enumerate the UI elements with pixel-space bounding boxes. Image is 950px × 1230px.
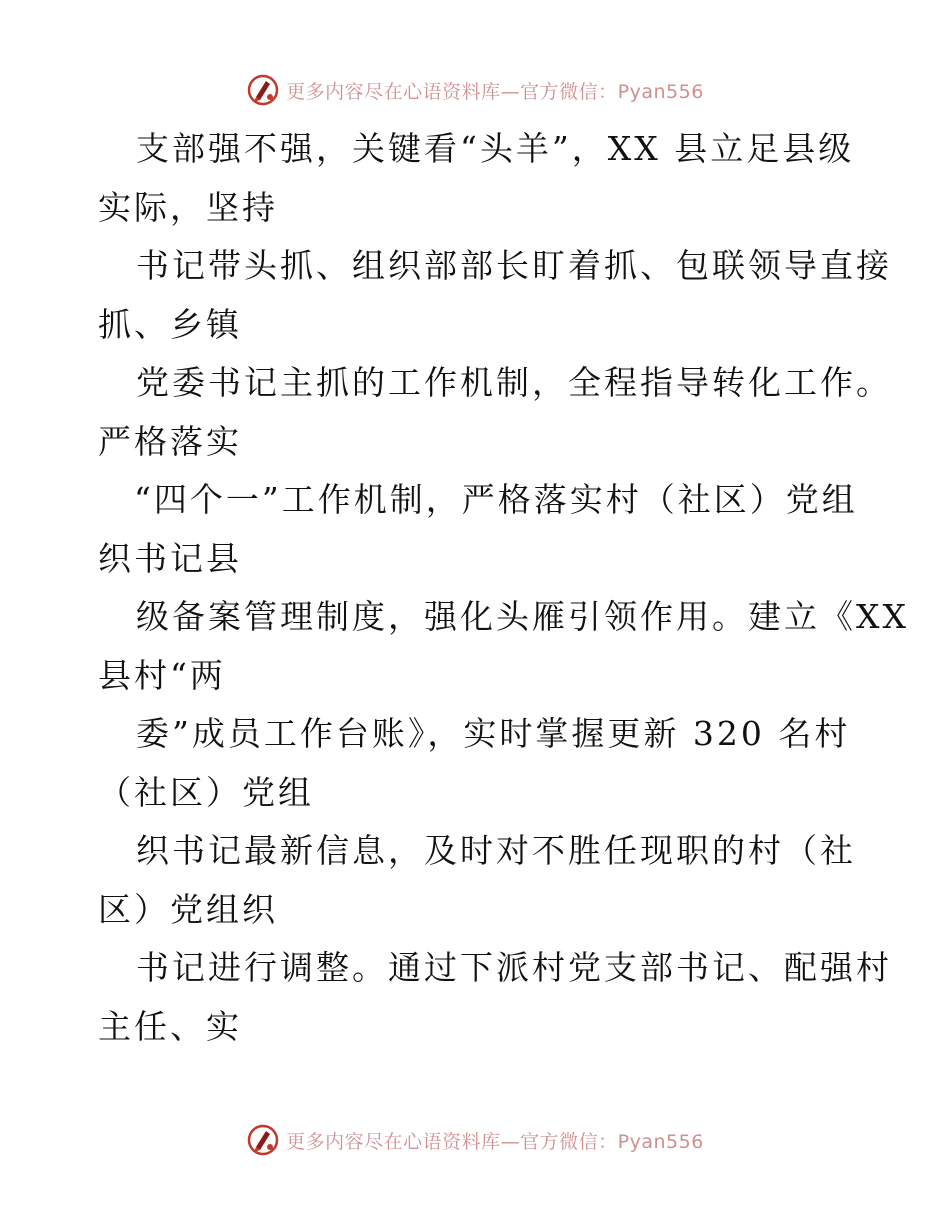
pen-logo-icon (246, 1123, 280, 1157)
body-line: 党委书记主抓的工作机制，全程指导转化工作。 (136, 363, 892, 402)
header-banner-text: 更多内容尽在心语资料库—官方微信：Pyan556 (286, 80, 704, 103)
body-line: 实际，坚持 (98, 187, 278, 227)
body-line: 抓、乡镇 (98, 304, 242, 344)
body-line: 织书记县 (98, 538, 242, 578)
footer-banner (0, 1120, 950, 1160)
body-line: 书记进行调整。通过下派村党支部书记、配强村 (136, 948, 892, 987)
body-line: 织书记最新信息，及时对不胜任现职的村（社 (136, 831, 856, 870)
body-line: 主任、实 (98, 1006, 242, 1046)
pen-logo-icon (246, 73, 280, 107)
body-line: 严格落实 (98, 421, 242, 461)
body-line: 级备案管理制度，强化头雁引领作用。建立《XX (136, 597, 909, 636)
body-line: “四个一”工作机制，严格落实村（社区）党组 (134, 480, 858, 519)
header-banner (0, 70, 950, 110)
body-line: 县村“两 (98, 655, 226, 695)
body-line: （社区）党组 (98, 772, 314, 812)
body-line: 书记带头抓、组织部部长盯着抓、包联领导直接 (136, 246, 892, 285)
document-body (98, 120, 909, 1056)
body-line: 支部强不强，关键看“头羊”，XX 县立足县级 (136, 129, 855, 168)
body-line: 区）党组织 (98, 889, 278, 929)
footer-banner-text: 更多内容尽在心语资料库—官方微信：Pyan556 (286, 1130, 704, 1153)
body-line: 委”成员工作台账》，实时掌握更新 320 名村 (136, 714, 851, 753)
